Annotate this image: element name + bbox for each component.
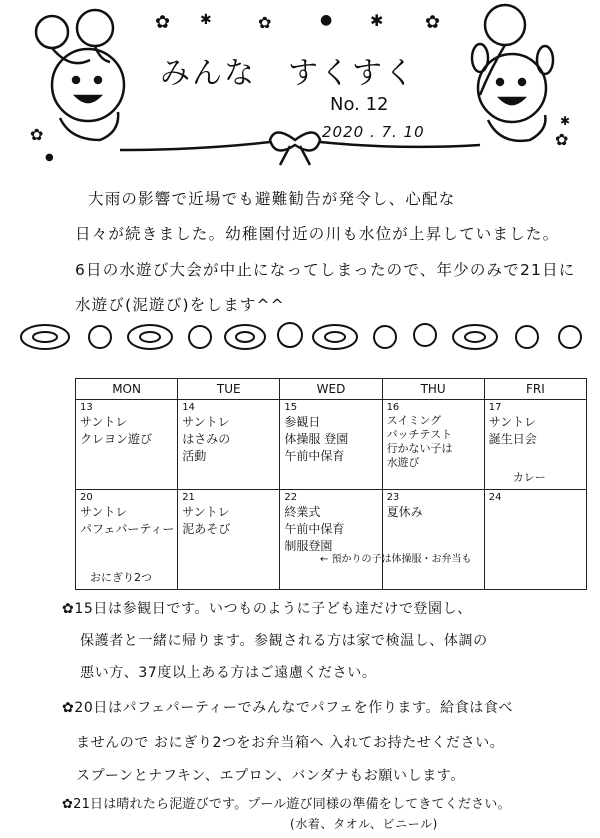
day-header-fri: FRI: [484, 379, 586, 400]
cell-event: 午前中保育: [284, 522, 345, 536]
cell-event: スイミング: [386, 414, 442, 427]
intro-line-1: 大雨の影響で近場でも避難勧告が発令し、心配な: [88, 190, 456, 208]
ribbon-bow-icon: [270, 133, 320, 151]
cell-event: はさみの: [182, 432, 231, 446]
day-header-mon: MON: [76, 379, 178, 400]
day-number: 24: [488, 492, 502, 503]
day-number: 22: [284, 492, 298, 503]
calendar-cell: [280, 400, 382, 490]
svg-text:✿: ✿: [425, 12, 441, 33]
day-number: 21: [182, 492, 195, 503]
cell-event: 行かない子は: [386, 442, 453, 455]
cell-event: 泥あそび: [182, 522, 231, 536]
day-number: 23: [386, 492, 400, 503]
cell-event: 水遊び: [386, 456, 420, 469]
note-line-8: (水着、タオル、ビニール): [290, 817, 438, 831]
note-line-5: ませんので おにぎり2つをお弁当箱へ 入れてお持たせください。: [76, 735, 505, 751]
issue-date: 2020 . 7. 10: [322, 123, 425, 141]
beach-ball-icon: [516, 326, 538, 348]
day-number: 14: [182, 402, 195, 413]
svg-text:●: ●: [45, 152, 54, 163]
cell-event: サントレ: [80, 415, 128, 429]
beach-ball-icon: [559, 326, 581, 348]
svg-text:✿: ✿: [30, 125, 44, 144]
svg-text:✿: ✿: [155, 12, 171, 33]
cell-lunch: カレー: [512, 471, 546, 484]
swim-ring-icon: [313, 325, 357, 349]
beach-ball-icon: [189, 326, 211, 348]
calendar-cell: [382, 400, 484, 490]
calendar-cell: [484, 490, 586, 590]
svg-text:✱: ✱: [200, 12, 212, 28]
calendar-cell: [76, 400, 178, 490]
cell-event: 誕生日会: [488, 432, 537, 446]
decorative-beachball-border: [15, 318, 590, 356]
cell-event: 参観日: [284, 415, 321, 429]
day-number: 20: [80, 492, 93, 503]
note-line-7: ✿21日は晴れたら泥遊びです。プール遊び同様の準備をしてきてください。: [62, 797, 511, 812]
swim-ring-icon: [128, 325, 172, 349]
cell-event: 制服登園: [284, 539, 333, 553]
calendar-cell: [484, 400, 586, 490]
issue-number: No. 12: [330, 94, 389, 115]
swim-ring-icon: [225, 325, 265, 349]
intro-line-2: 日々が続きました。幼稚園付近の川も水位が上昇していました。: [75, 225, 560, 243]
balloon-left-1: [36, 16, 68, 48]
day-number: 16: [386, 402, 400, 413]
svg-text:✿: ✿: [258, 13, 272, 32]
day-header-thu: THU: [382, 379, 484, 400]
beach-ball-icon: [374, 326, 396, 348]
note-line-3: 悪い方、37度以上ある方はご遠慮ください。: [80, 665, 377, 681]
beach-ball-icon: [89, 326, 111, 348]
note-line-2: 保護者と一緒に帰ります。参観される方は家で検温し、体調の: [80, 633, 488, 649]
newsletter-title: みんな すくすく: [160, 56, 416, 91]
calendar-cell: [178, 490, 280, 590]
day-header-tue: TUE: [178, 379, 280, 400]
svg-text:✱: ✱: [370, 11, 384, 30]
swim-ring-icon: [21, 325, 69, 349]
balloon-right: [485, 5, 525, 45]
cell-event: 夏休み: [386, 505, 423, 519]
cell-event: 午前中保育: [284, 449, 345, 463]
cell-event: サントレ: [80, 505, 128, 519]
cell-lunch: おにぎり2つ: [90, 571, 152, 584]
cell-event: サントレ: [182, 415, 230, 429]
cell-event: 終業式: [284, 505, 321, 519]
calendar-cell: [382, 490, 484, 590]
intro-line-4: 水遊び(泥遊び)をします^^: [75, 296, 285, 314]
beach-ball-icon: [414, 324, 436, 346]
cell-event: バッチテスト: [386, 428, 453, 441]
balloon-left-2: [77, 10, 113, 46]
svg-text:✿: ✿: [555, 130, 569, 149]
calendar-cell: [178, 400, 280, 490]
note-line-1: ✿15日は参観日です。いつものように子ども達だけで登園し、: [62, 601, 472, 617]
day-header-wed: WED: [280, 379, 382, 400]
cell-event: 体操服 登園: [284, 432, 349, 446]
beach-ball-icon: [278, 323, 302, 347]
calendar-cell: [76, 490, 178, 590]
note-line-6: スプーンとナフキン、エプロン、バンダナもお願いします。: [76, 768, 465, 784]
day-number: 13: [80, 402, 93, 413]
calendar-cell: [280, 490, 382, 590]
swim-ring-icon: [453, 325, 497, 349]
uniform-note: ← 預かりの子は体操服・お弁当も: [320, 554, 472, 565]
cell-event: サントレ: [182, 505, 230, 519]
note-line-4: ✿20日はパフェパーティーでみんなでパフェを作ります。給食は食べ: [62, 700, 514, 716]
cell-event: 活動: [182, 449, 207, 463]
day-number: 17: [488, 402, 502, 413]
cell-event: クレヨン遊び: [80, 432, 153, 446]
intro-line-3: 6日の水遊び大会が中止になってしまったので、年少のみで21日に: [75, 261, 576, 279]
cell-event: サントレ: [488, 415, 537, 429]
day-number: 15: [284, 402, 298, 413]
svg-text:✱: ✱: [560, 114, 571, 128]
cell-event: パフェパーティー: [80, 522, 175, 536]
svg-text:●: ●: [320, 12, 333, 28]
